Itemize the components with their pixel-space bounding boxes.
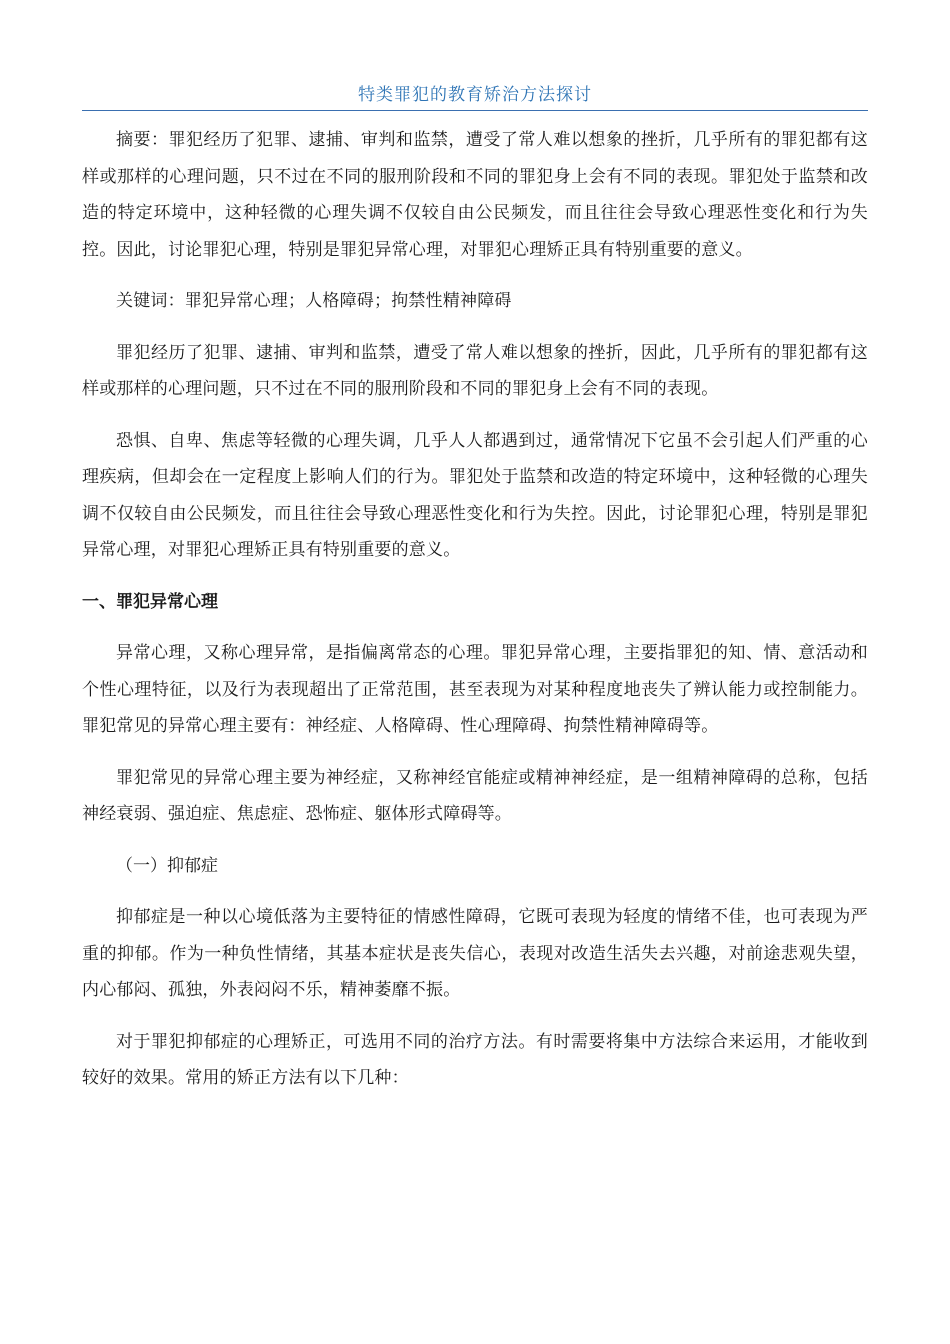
- keywords-paragraph: 关键词：罪犯异常心理；人格障碍；拘禁性精神障碍: [116, 291, 512, 311]
- document-body: [82, 122, 868, 1112]
- page-header: [82, 82, 868, 111]
- intro-paragraph-2: 恐惧、自卑、焦虑等轻微的心理失调，几乎人人都遇到过，通常情况下它虽不会引起人们严重的心理疾病，但却会在一定程度上影响人们的行为。罪犯处于监禁和改造的特定环境中，这种轻微的心理失调不仅较自由公民频发，而且往往会导致心理恶性变化和行为失控。因此，讨论罪犯心理，特别是罪犯异常心理，对罪犯心理矫正具有特别重要的意义。: [82, 430, 868, 560]
- subsection-heading: （一）抑郁症: [116, 855, 218, 876]
- section-paragraph-1: 异常心理，又称心理异常，是指偏离常态的心理。罪犯异常心理，主要指罪犯的知、情、意活动和个性心理特征，以及行为表现超出了正常范围，甚至表现为对某种程度地丧失了辨认能力或控制能力。罪犯常见的异常心理主要有：神经症、人格障碍、性心理障碍、拘禁性精神障碍等。: [82, 643, 868, 736]
- section-heading: 一、罪犯异常心理: [82, 591, 218, 612]
- intro-paragraph-1: 罪犯经历了犯罪、逮捕、审判和监禁，遭受了常人难以想象的挫折，因此，几乎所有的罪犯都有这样或那样的心理问题，只不过在不同的服刑阶段和不同的罪犯身上会有不同的表现。: [82, 342, 868, 399]
- abstract-paragraph: 摘要：罪犯经历了犯罪、逮捕、审判和监禁，遭受了常人难以想象的挫折，几乎所有的罪犯都有这样或那样的心理问题，只不过在不同的服刑阶段和不同的罪犯身上会有不同的表现。罪犯处于监禁和改造的特定环境中，这种轻微的心理失调不仅较自由公民频发，而且往往会导致心理恶性变化和行为失控。因此，讨论罪犯心理，特别是罪犯异常心理，对罪犯心理矫正具有特别重要的意义。: [82, 130, 868, 260]
- subsection-paragraph-1: 抑郁症是一种以心境低落为主要特征的情感性障碍，它既可表现为轻度的情绪不佳，也可表现为严重的抑郁。作为一种负性情绪，其基本症状是丧失信心，表现对改造生活失去兴趣，对前途悲观失望，内心郁闷、孤独，外表闷闷不乐，精神萎靡不振。: [82, 907, 868, 1000]
- section-paragraph-2: 罪犯常见的异常心理主要为神经症，又称神经官能症或精神神经症，是一组精神障碍的总称，包括神经衰弱、强迫症、焦虑症、恐怖症、躯体形式障碍等。: [82, 767, 868, 824]
- header-title: 特类罪犯的教育矫治方法探讨: [358, 85, 592, 105]
- subsection-paragraph-2: 对于罪犯抑郁症的心理矫正，可选用不同的治疗方法。有时需要将集中方法综合来运用，才能收到较好的效果。常用的矫正方法有以下几种：: [82, 1031, 868, 1088]
